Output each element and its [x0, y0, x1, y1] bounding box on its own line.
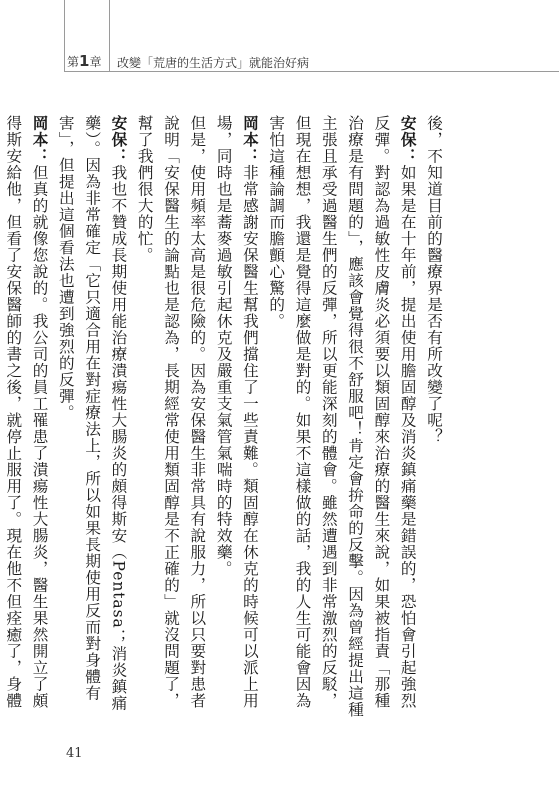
speaker-label: 安保：	[109, 115, 128, 165]
paragraph-text: 但是，使用頻率太高是很危險的。因為安保醫生非常具有說服力，所以只要對患者說明「安保醫生的論點也是認為，長期經常使用類固醇是不正確的」就沒問題了，幫了我們很大的忙。	[135, 115, 207, 709]
paragraph	[421, 115, 447, 725]
paragraph	[210, 115, 263, 725]
speaker-label: 安保：	[398, 115, 417, 165]
speaker-label: 岡本：	[30, 115, 49, 165]
chapter-prefix: 第	[67, 55, 80, 69]
paragraph	[131, 115, 210, 725]
body-text	[4, 115, 447, 725]
paragraph-text: 後，不知道目前的醫療界是否有所改變了呢？	[425, 115, 443, 445]
paragraph	[0, 115, 53, 725]
paragraph-text: 非常感謝安保醫生幫我們擋住了一些責難。類固醇在休克的時候可以派上用場，同時也是蕎麥過敏引起休克及嚴重支氣管氣喘時的特效藥。	[214, 115, 259, 709]
paragraph-text: 如果是在十年前，提出使用膽固醇及消炎鎮痛藥是錯誤的，恐怕會引起強烈反彈。對認為過敏性皮膚炎必須要以類固醇來治療的醫生來說，如果被指責「那種治療是有問題的」，應該會覺得很不舒服吧！肯定會拚命的反擊。因為曾經提出這種主張且承受過醫生們的反彈，所以更能深刻的體會。雖然遭遇到非常激烈的反駁，但現在想想，我還是覺得這麼做是對的。如果不這樣做的話，我的人生可能會因為害怕這種論調而膽顫心驚的。	[267, 115, 417, 718]
chapter-number: 1	[79, 52, 90, 70]
paragraph-text: 但真的就像您說的。我公司的員工罹患了潰瘍性大腸炎，醫生果然開立了頗得斯安給他，但看了安保醫師的書之後，就停止服用了。現在他不但痊癒了，身體	[4, 115, 49, 709]
paragraph	[53, 115, 132, 725]
chapter-suffix: 章	[89, 55, 102, 69]
chapter-title: 改變「荒唐的生活方式」就能治好病	[117, 56, 310, 70]
paragraph-text: 我也不贊成長期使用能治療潰瘍性大腸炎的頗得斯安（Pentasa；消炎鎮痛藥）。因為非常確定「它只適合用在對症療法上，所以如果長期使用反而對身體有害」，但提出這個看法也遭到強烈的反彈。	[56, 115, 128, 712]
chapter-label	[67, 52, 101, 70]
speaker-label: 岡本：	[240, 115, 259, 165]
header-rule	[110, 71, 559, 72]
paragraph	[263, 115, 421, 725]
page-number: 41	[66, 746, 83, 761]
